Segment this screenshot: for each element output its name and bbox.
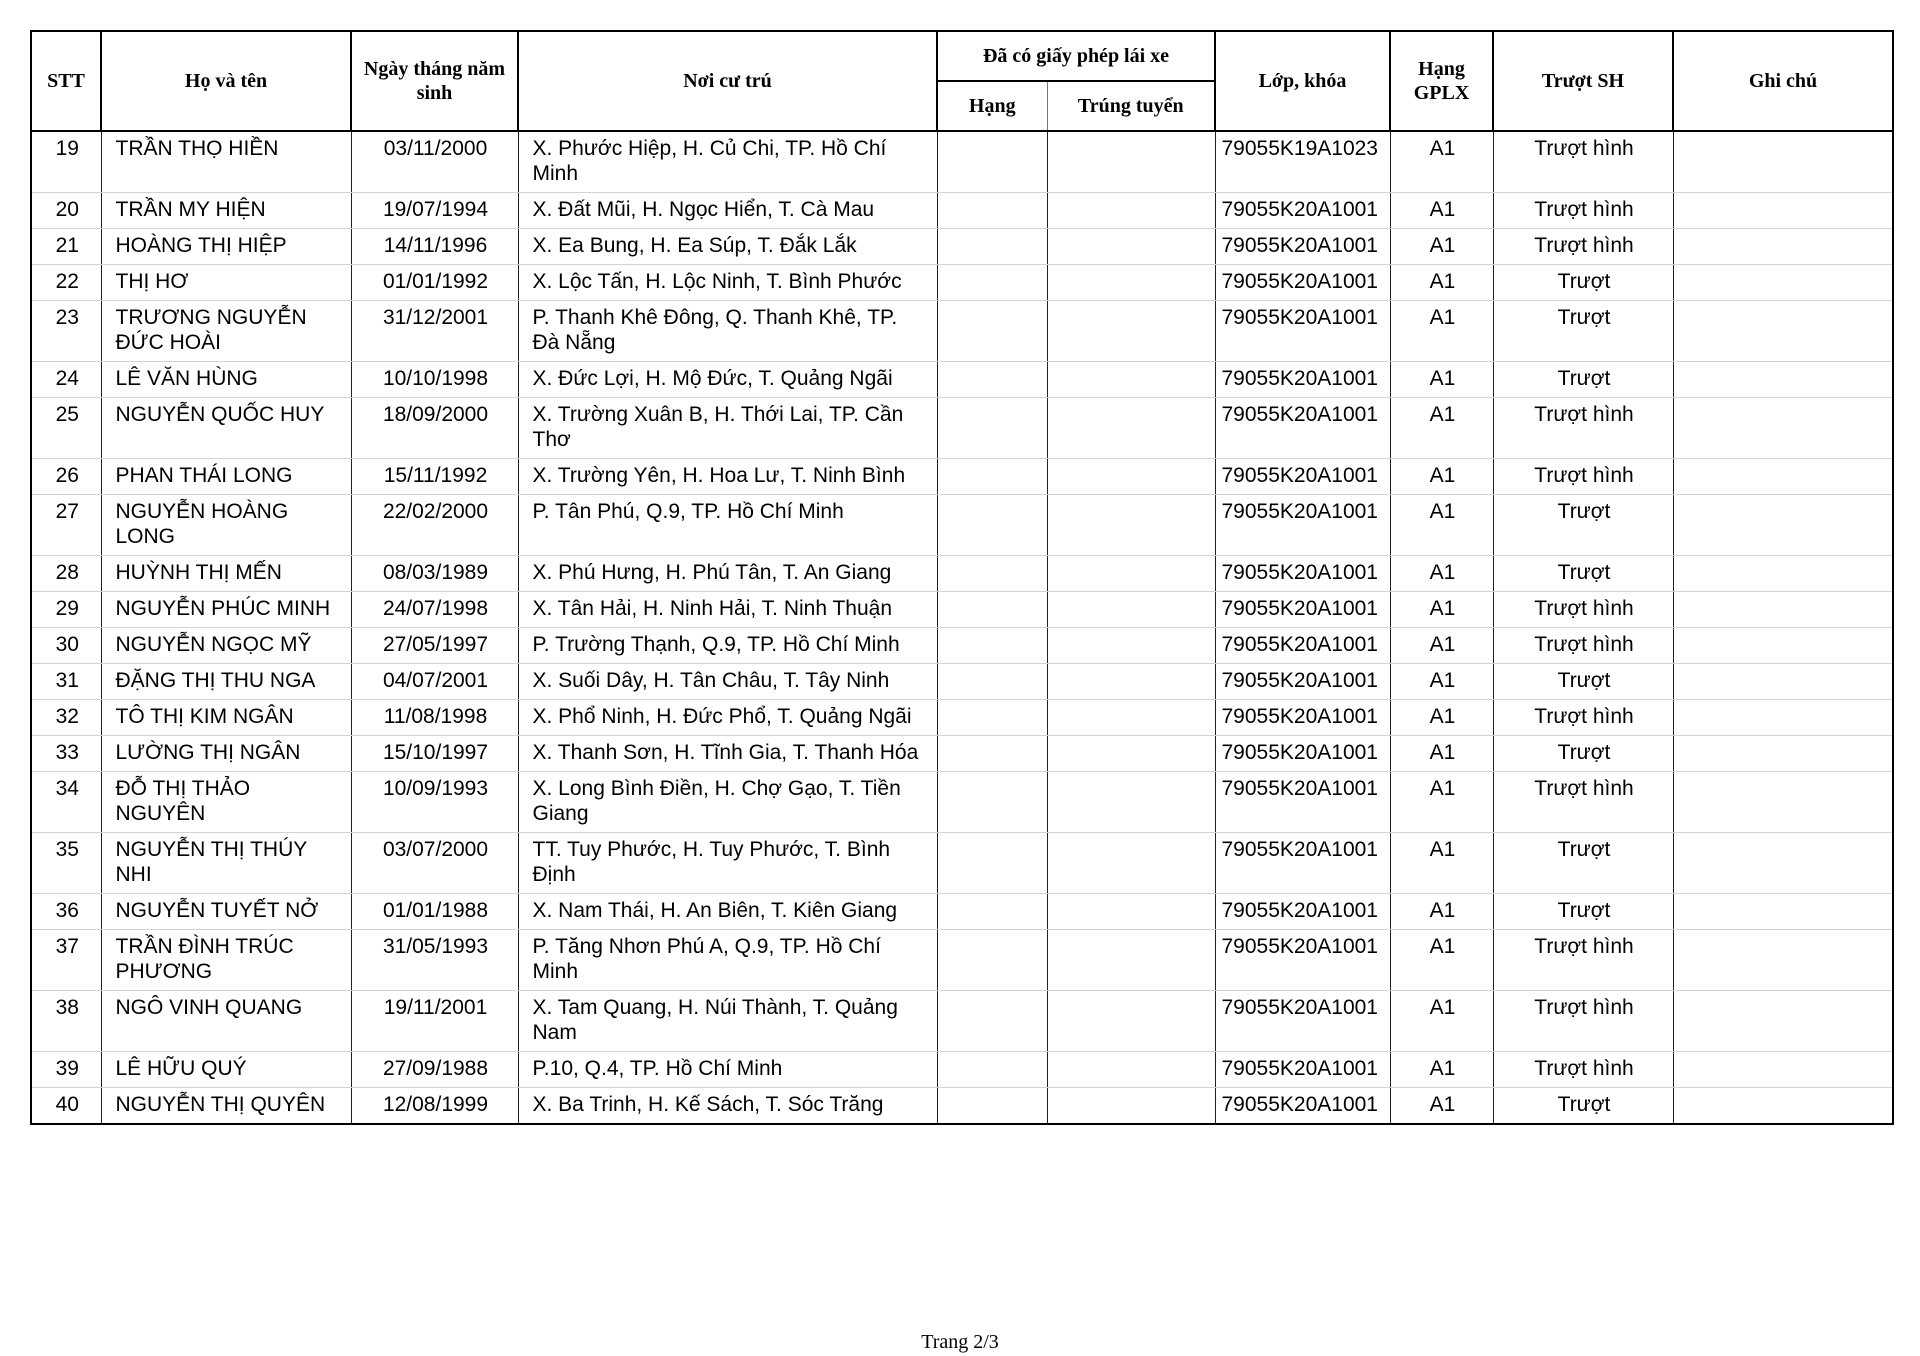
- license-rank-cell: [937, 1088, 1047, 1125]
- date-of-birth-cell: 10/10/1998: [351, 362, 518, 398]
- class-course-cell: 79055K20A1001: [1215, 1052, 1390, 1088]
- student-roster-table: [30, 30, 1894, 1125]
- residence-cell: X. Long Bình Điền, H. Chợ Gạo, T. Tiền Giang: [518, 772, 937, 833]
- notes-cell: [1673, 1052, 1893, 1088]
- table-row: [31, 459, 1893, 495]
- full-name-cell: ĐỖ THỊ THẢO NGUYÊN: [101, 772, 351, 833]
- full-name-cell: ĐẶNG THỊ THU NGA: [101, 664, 351, 700]
- admitted-cell: [1047, 664, 1215, 700]
- date-of-birth-cell: 01/01/1988: [351, 894, 518, 930]
- residence-cell: X. Phước Hiệp, H. Củ Chi, TP. Hồ Chí Minh: [518, 131, 937, 193]
- stt-cell: 29: [31, 592, 101, 628]
- header-existing-license-group: Đã có giấy phép lái xe: [937, 31, 1215, 81]
- failed-status-cell: Trượt hình: [1493, 229, 1673, 265]
- residence-cell: X. Phú Hưng, H. Phú Tân, T. An Giang: [518, 556, 937, 592]
- class-course-cell: 79055K20A1001: [1215, 628, 1390, 664]
- class-course-cell: 79055K20A1001: [1215, 592, 1390, 628]
- table-row: [31, 833, 1893, 894]
- license-rank-cell: [937, 628, 1047, 664]
- failed-status-cell: Trượt hình: [1493, 930, 1673, 991]
- table-row: [31, 991, 1893, 1052]
- date-of-birth-cell: 31/12/2001: [351, 301, 518, 362]
- admitted-cell: [1047, 265, 1215, 301]
- admitted-cell: [1047, 229, 1215, 265]
- stt-cell: 19: [31, 131, 101, 193]
- residence-cell: X. Suối Dây, H. Tân Châu, T. Tây Ninh: [518, 664, 937, 700]
- failed-status-cell: Trượt: [1493, 894, 1673, 930]
- failed-status-cell: Trượt hình: [1493, 628, 1673, 664]
- notes-cell: [1673, 229, 1893, 265]
- date-of-birth-cell: 03/07/2000: [351, 833, 518, 894]
- date-of-birth-cell: 12/08/1999: [351, 1088, 518, 1125]
- full-name-cell: LÊ VĂN HÙNG: [101, 362, 351, 398]
- stt-cell: 34: [31, 772, 101, 833]
- admitted-cell: [1047, 398, 1215, 459]
- notes-cell: [1673, 700, 1893, 736]
- failed-status-cell: Trượt: [1493, 495, 1673, 556]
- license-rank-cell: [937, 736, 1047, 772]
- full-name-cell: TRẦN MY HIỆN: [101, 193, 351, 229]
- residence-cell: P. Trường Thạnh, Q.9, TP. Hồ Chí Minh: [518, 628, 937, 664]
- date-of-birth-cell: 19/11/2001: [351, 991, 518, 1052]
- date-of-birth-cell: 01/01/1992: [351, 265, 518, 301]
- class-course-cell: 79055K20A1001: [1215, 664, 1390, 700]
- residence-cell: X. Thanh Sơn, H. Tĩnh Gia, T. Thanh Hóa: [518, 736, 937, 772]
- full-name-cell: TRƯƠNG NGUYỄN ĐỨC HOÀI: [101, 301, 351, 362]
- class-course-cell: 79055K20A1001: [1215, 459, 1390, 495]
- notes-cell: [1673, 664, 1893, 700]
- full-name-cell: NGUYỄN THỊ THÚY NHI: [101, 833, 351, 894]
- stt-cell: 23: [31, 301, 101, 362]
- admitted-cell: [1047, 1052, 1215, 1088]
- notes-cell: [1673, 398, 1893, 459]
- residence-cell: X. Đức Lợi, H. Mộ Đức, T. Quảng Ngãi: [518, 362, 937, 398]
- stt-cell: 35: [31, 833, 101, 894]
- date-of-birth-cell: 27/09/1988: [351, 1052, 518, 1088]
- stt-cell: 37: [31, 930, 101, 991]
- failed-status-cell: Trượt hình: [1493, 592, 1673, 628]
- table-row: [31, 772, 1893, 833]
- notes-cell: [1673, 362, 1893, 398]
- license-rank-cell: [937, 193, 1047, 229]
- license-class-cell: A1: [1390, 628, 1493, 664]
- notes-cell: [1673, 556, 1893, 592]
- license-rank-cell: [937, 894, 1047, 930]
- residence-cell: X. Tân Hải, H. Ninh Hải, T. Ninh Thuận: [518, 592, 937, 628]
- header-admitted: Trúng tuyển: [1047, 81, 1215, 131]
- notes-cell: [1673, 628, 1893, 664]
- header-license-rank: Hạng: [937, 81, 1047, 131]
- date-of-birth-cell: 15/10/1997: [351, 736, 518, 772]
- notes-cell: [1673, 772, 1893, 833]
- class-course-cell: 79055K19A1023: [1215, 131, 1390, 193]
- stt-cell: 33: [31, 736, 101, 772]
- date-of-birth-cell: 10/09/1993: [351, 772, 518, 833]
- table-row: [31, 131, 1893, 193]
- stt-cell: 28: [31, 556, 101, 592]
- full-name-cell: PHAN THÁI LONG: [101, 459, 351, 495]
- full-name-cell: NGUYỄN NGỌC MỸ: [101, 628, 351, 664]
- notes-cell: [1673, 459, 1893, 495]
- table-row: [31, 495, 1893, 556]
- header-stt: STT: [31, 31, 101, 131]
- license-class-cell: A1: [1390, 700, 1493, 736]
- class-course-cell: 79055K20A1001: [1215, 229, 1390, 265]
- admitted-cell: [1047, 362, 1215, 398]
- license-rank-cell: [937, 930, 1047, 991]
- license-class-cell: A1: [1390, 772, 1493, 833]
- class-course-cell: 79055K20A1001: [1215, 894, 1390, 930]
- license-rank-cell: [937, 398, 1047, 459]
- full-name-cell: NGUYỄN PHÚC MINH: [101, 592, 351, 628]
- class-course-cell: 79055K20A1001: [1215, 772, 1390, 833]
- date-of-birth-cell: 31/05/1993: [351, 930, 518, 991]
- header-class-course: Lớp, khóa: [1215, 31, 1390, 131]
- failed-status-cell: Trượt hình: [1493, 700, 1673, 736]
- document-page: [30, 30, 1890, 1125]
- license-rank-cell: [937, 772, 1047, 833]
- stt-cell: 32: [31, 700, 101, 736]
- license-class-cell: A1: [1390, 991, 1493, 1052]
- license-class-cell: A1: [1390, 229, 1493, 265]
- table-row: [31, 301, 1893, 362]
- date-of-birth-cell: 03/11/2000: [351, 131, 518, 193]
- class-course-cell: 79055K20A1001: [1215, 301, 1390, 362]
- license-rank-cell: [937, 265, 1047, 301]
- stt-cell: 36: [31, 894, 101, 930]
- stt-cell: 24: [31, 362, 101, 398]
- admitted-cell: [1047, 1088, 1215, 1125]
- stt-cell: 20: [31, 193, 101, 229]
- full-name-cell: THỊ HƠ: [101, 265, 351, 301]
- failed-status-cell: Trượt hình: [1493, 772, 1673, 833]
- stt-cell: 30: [31, 628, 101, 664]
- notes-cell: [1673, 930, 1893, 991]
- license-rank-cell: [937, 301, 1047, 362]
- notes-cell: [1673, 301, 1893, 362]
- notes-cell: [1673, 193, 1893, 229]
- header-notes: Ghi chú: [1673, 31, 1893, 131]
- license-class-cell: A1: [1390, 556, 1493, 592]
- license-rank-cell: [937, 362, 1047, 398]
- class-course-cell: 79055K20A1001: [1215, 495, 1390, 556]
- stt-cell: 40: [31, 1088, 101, 1125]
- class-course-cell: 79055K20A1001: [1215, 556, 1390, 592]
- date-of-birth-cell: 27/05/1997: [351, 628, 518, 664]
- full-name-cell: NGUYỄN TUYẾT NỞ: [101, 894, 351, 930]
- failed-status-cell: Trượt: [1493, 736, 1673, 772]
- class-course-cell: 79055K20A1001: [1215, 700, 1390, 736]
- license-class-cell: A1: [1390, 736, 1493, 772]
- license-class-cell: A1: [1390, 894, 1493, 930]
- admitted-cell: [1047, 833, 1215, 894]
- date-of-birth-cell: 24/07/1998: [351, 592, 518, 628]
- notes-cell: [1673, 1088, 1893, 1125]
- notes-cell: [1673, 265, 1893, 301]
- residence-cell: X. Đất Mũi, H. Ngọc Hiển, T. Cà Mau: [518, 193, 937, 229]
- failed-status-cell: Trượt: [1493, 1088, 1673, 1125]
- table-row: [31, 193, 1893, 229]
- date-of-birth-cell: 11/08/1998: [351, 700, 518, 736]
- full-name-cell: LƯỜNG THỊ NGÂN: [101, 736, 351, 772]
- admitted-cell: [1047, 556, 1215, 592]
- failed-status-cell: Trượt: [1493, 362, 1673, 398]
- license-class-cell: A1: [1390, 301, 1493, 362]
- table-row: [31, 229, 1893, 265]
- notes-cell: [1673, 894, 1893, 930]
- date-of-birth-cell: 18/09/2000: [351, 398, 518, 459]
- full-name-cell: HUỲNH THỊ MẾN: [101, 556, 351, 592]
- full-name-cell: LÊ HỮU QUÝ: [101, 1052, 351, 1088]
- class-course-cell: 79055K20A1001: [1215, 736, 1390, 772]
- full-name-cell: NGÔ VINH QUANG: [101, 991, 351, 1052]
- residence-cell: X. Ba Trinh, H. Kế Sách, T. Sóc Trăng: [518, 1088, 937, 1125]
- date-of-birth-cell: 15/11/1992: [351, 459, 518, 495]
- table-row: [31, 265, 1893, 301]
- admitted-cell: [1047, 628, 1215, 664]
- header-date-of-birth: Ngày tháng năm sinh: [351, 31, 518, 131]
- license-class-cell: A1: [1390, 459, 1493, 495]
- table-row: [31, 1088, 1893, 1125]
- license-rank-cell: [937, 229, 1047, 265]
- admitted-cell: [1047, 459, 1215, 495]
- date-of-birth-cell: 19/07/1994: [351, 193, 518, 229]
- stt-cell: 27: [31, 495, 101, 556]
- failed-status-cell: Trượt hình: [1493, 131, 1673, 193]
- class-course-cell: 79055K20A1001: [1215, 265, 1390, 301]
- page-number: Trang 2/3: [921, 1331, 999, 1353]
- full-name-cell: HOÀNG THỊ HIỆP: [101, 229, 351, 265]
- admitted-cell: [1047, 301, 1215, 362]
- license-class-cell: A1: [1390, 1088, 1493, 1125]
- license-class-cell: A1: [1390, 833, 1493, 894]
- residence-cell: P.10, Q.4, TP. Hồ Chí Minh: [518, 1052, 937, 1088]
- notes-cell: [1673, 592, 1893, 628]
- class-course-cell: 79055K20A1001: [1215, 193, 1390, 229]
- failed-status-cell: Trượt: [1493, 664, 1673, 700]
- full-name-cell: NGUYỄN THỊ QUYÊN: [101, 1088, 351, 1125]
- date-of-birth-cell: 14/11/1996: [351, 229, 518, 265]
- license-class-cell: A1: [1390, 193, 1493, 229]
- failed-status-cell: Trượt: [1493, 265, 1673, 301]
- notes-cell: [1673, 991, 1893, 1052]
- table-row: [31, 930, 1893, 991]
- residence-cell: X. Trường Yên, H. Hoa Lư, T. Ninh Bình: [518, 459, 937, 495]
- table-row: [31, 1052, 1893, 1088]
- license-rank-cell: [937, 495, 1047, 556]
- license-class-cell: A1: [1390, 362, 1493, 398]
- table-row: [31, 664, 1893, 700]
- failed-status-cell: Trượt: [1493, 556, 1673, 592]
- license-class-cell: A1: [1390, 265, 1493, 301]
- admitted-cell: [1047, 736, 1215, 772]
- failed-status-cell: Trượt hình: [1493, 398, 1673, 459]
- failed-status-cell: Trượt hình: [1493, 991, 1673, 1052]
- notes-cell: [1673, 833, 1893, 894]
- license-class-cell: A1: [1390, 930, 1493, 991]
- table-row: [31, 736, 1893, 772]
- license-class-cell: A1: [1390, 1052, 1493, 1088]
- full-name-cell: TRẦN ĐÌNH TRÚC PHƯƠNG: [101, 930, 351, 991]
- notes-cell: [1673, 495, 1893, 556]
- table-row: [31, 556, 1893, 592]
- license-class-cell: A1: [1390, 131, 1493, 193]
- residence-cell: X. Lộc Tấn, H. Lộc Ninh, T. Bình Phước: [518, 265, 937, 301]
- residence-cell: P. Thanh Khê Đông, Q. Thanh Khê, TP. Đà Nẵng: [518, 301, 937, 362]
- table-row: [31, 628, 1893, 664]
- stt-cell: 26: [31, 459, 101, 495]
- failed-status-cell: Trượt hình: [1493, 1052, 1673, 1088]
- license-rank-cell: [937, 131, 1047, 193]
- header-full-name: Họ và tên: [101, 31, 351, 131]
- residence-cell: P. Tân Phú, Q.9, TP. Hồ Chí Minh: [518, 495, 937, 556]
- admitted-cell: [1047, 131, 1215, 193]
- table-row: [31, 894, 1893, 930]
- date-of-birth-cell: 08/03/1989: [351, 556, 518, 592]
- license-rank-cell: [937, 991, 1047, 1052]
- admitted-cell: [1047, 894, 1215, 930]
- notes-cell: [1673, 131, 1893, 193]
- residence-cell: X. Ea Bung, H. Ea Súp, T. Đắk Lắk: [518, 229, 937, 265]
- license-rank-cell: [937, 459, 1047, 495]
- license-class-cell: A1: [1390, 398, 1493, 459]
- notes-cell: [1673, 736, 1893, 772]
- license-rank-cell: [937, 556, 1047, 592]
- date-of-birth-cell: 04/07/2001: [351, 664, 518, 700]
- class-course-cell: 79055K20A1001: [1215, 1088, 1390, 1125]
- stt-cell: 22: [31, 265, 101, 301]
- residence-cell: TT. Tuy Phước, H. Tuy Phước, T. Bình Định: [518, 833, 937, 894]
- table-header: [31, 31, 1893, 131]
- license-rank-cell: [937, 664, 1047, 700]
- class-course-cell: 79055K20A1001: [1215, 398, 1390, 459]
- full-name-cell: NGUYỄN HOÀNG LONG: [101, 495, 351, 556]
- header-license-class: Hạng GPLX: [1390, 31, 1493, 131]
- license-rank-cell: [937, 700, 1047, 736]
- admitted-cell: [1047, 930, 1215, 991]
- admitted-cell: [1047, 193, 1215, 229]
- class-course-cell: 79055K20A1001: [1215, 362, 1390, 398]
- stt-cell: 25: [31, 398, 101, 459]
- stt-cell: 31: [31, 664, 101, 700]
- class-course-cell: 79055K20A1001: [1215, 991, 1390, 1052]
- admitted-cell: [1047, 592, 1215, 628]
- class-course-cell: 79055K20A1001: [1215, 833, 1390, 894]
- table-row: [31, 592, 1893, 628]
- license-class-cell: A1: [1390, 592, 1493, 628]
- stt-cell: 21: [31, 229, 101, 265]
- table-body: [31, 131, 1893, 1124]
- admitted-cell: [1047, 772, 1215, 833]
- full-name-cell: NGUYỄN QUỐC HUY: [101, 398, 351, 459]
- table-row: [31, 700, 1893, 736]
- admitted-cell: [1047, 495, 1215, 556]
- license-rank-cell: [937, 1052, 1047, 1088]
- stt-cell: 39: [31, 1052, 101, 1088]
- residence-cell: X. Trường Xuân B, H. Thới Lai, TP. Cần Thơ: [518, 398, 937, 459]
- residence-cell: P. Tăng Nhơn Phú A, Q.9, TP. Hồ Chí Minh: [518, 930, 937, 991]
- admitted-cell: [1047, 700, 1215, 736]
- class-course-cell: 79055K20A1001: [1215, 930, 1390, 991]
- license-class-cell: A1: [1390, 664, 1493, 700]
- full-name-cell: TÔ THỊ KIM NGÂN: [101, 700, 351, 736]
- stt-cell: 38: [31, 991, 101, 1052]
- residence-cell: X. Phổ Ninh, H. Đức Phổ, T. Quảng Ngãi: [518, 700, 937, 736]
- license-class-cell: A1: [1390, 495, 1493, 556]
- table-row: [31, 362, 1893, 398]
- residence-cell: X. Nam Thái, H. An Biên, T. Kiên Giang: [518, 894, 937, 930]
- failed-status-cell: Trượt hình: [1493, 459, 1673, 495]
- full-name-cell: TRẦN THỌ HIỀN: [101, 131, 351, 193]
- failed-status-cell: Trượt hình: [1493, 193, 1673, 229]
- date-of-birth-cell: 22/02/2000: [351, 495, 518, 556]
- license-rank-cell: [937, 592, 1047, 628]
- failed-status-cell: Trượt: [1493, 301, 1673, 362]
- header-failed-status: Trượt SH: [1493, 31, 1673, 131]
- table-row: [31, 398, 1893, 459]
- failed-status-cell: Trượt: [1493, 833, 1673, 894]
- license-rank-cell: [937, 833, 1047, 894]
- header-residence: Nơi cư trú: [518, 31, 937, 131]
- residence-cell: X. Tam Quang, H. Núi Thành, T. Quảng Nam: [518, 991, 937, 1052]
- admitted-cell: [1047, 991, 1215, 1052]
